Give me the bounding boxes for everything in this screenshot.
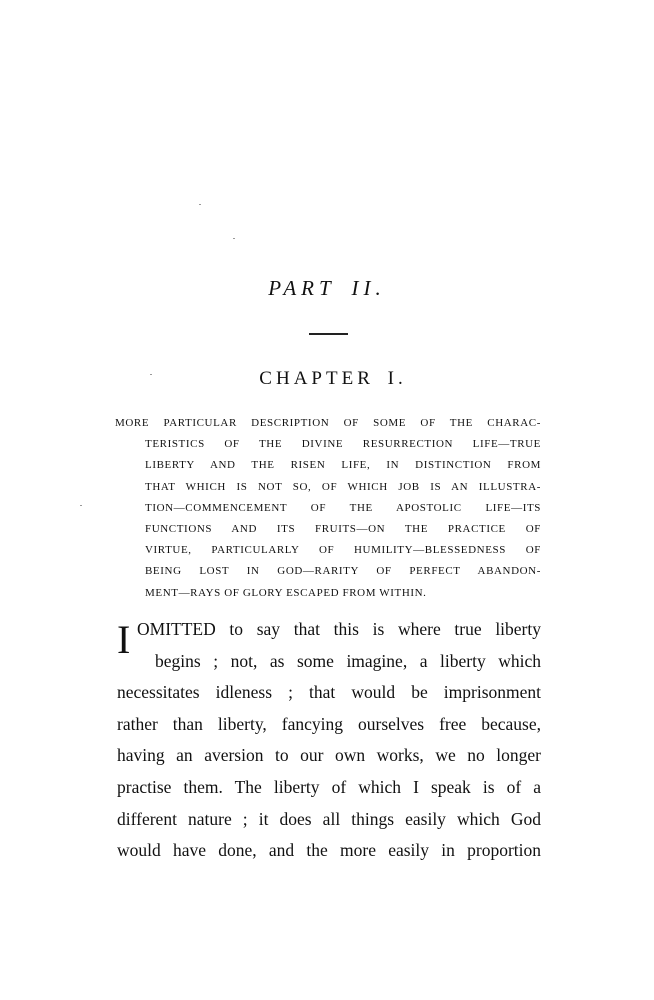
body-line: practise them. The liberty of which I speak is of a [117,776,541,797]
paper-speck [80,505,82,506]
paper-speck [199,204,201,205]
chapter-title: CHAPTER I. [259,368,407,389]
drop-cap: I [117,617,131,662]
part-title: PART II. [268,276,386,300]
body-line: necessitates idleness ; that would be imprisonment [117,682,541,703]
opening-paragraph [117,614,541,867]
paper-speck [233,238,235,239]
synopsis-line: THAT WHICH IS NOT SO, OF WHICH JOB IS AN ILLUSTRA- [145,480,541,493]
body-line: different nature ; it does all things easily which God [117,808,541,829]
body-line: OMITTED to say that this is where true liberty [137,619,541,639]
synopsis-line: TERISTICS OF THE DIVINE RESURRECTION LIFE—TRUE [145,438,541,451]
synopsis-line: VIRTUE, PARTICULARLY OF HUMILITY—BLESSEDNESS OF [145,544,541,557]
synopsis-line: TION—COMMENCEMENT OF THE APOSTOLIC LIFE—ITS [145,501,541,514]
title-rule [309,333,348,335]
paper-speck [150,374,152,375]
chapter-synopsis [115,413,541,604]
body-line: rather than liberty, fancying ourselves free because, [117,713,541,734]
body-line: would have done, and the more easily in proportion [117,840,541,861]
synopsis-line: MORE PARTICULAR DESCRIPTION OF SOME OF THE CHARAC- [115,417,541,429]
synopsis-line: FUNCTIONS AND ITS FRUITS—ON THE PRACTICE OF [145,523,541,536]
body-line: having an aversion to our own works, we no longer [117,745,541,766]
synopsis-line: MENT—RAYS OF GLORY ESCAPED FROM WITHIN. [145,586,427,599]
synopsis-line: BEING LOST IN GOD—RARITY OF PERFECT ABANDON- [145,565,541,578]
body-line: begins ; not, as some imagine, a liberty which [155,650,541,671]
synopsis-line: LIBERTY AND THE RISEN LIFE, IN DISTINCTION FROM [145,459,541,472]
body-text [117,614,541,867]
